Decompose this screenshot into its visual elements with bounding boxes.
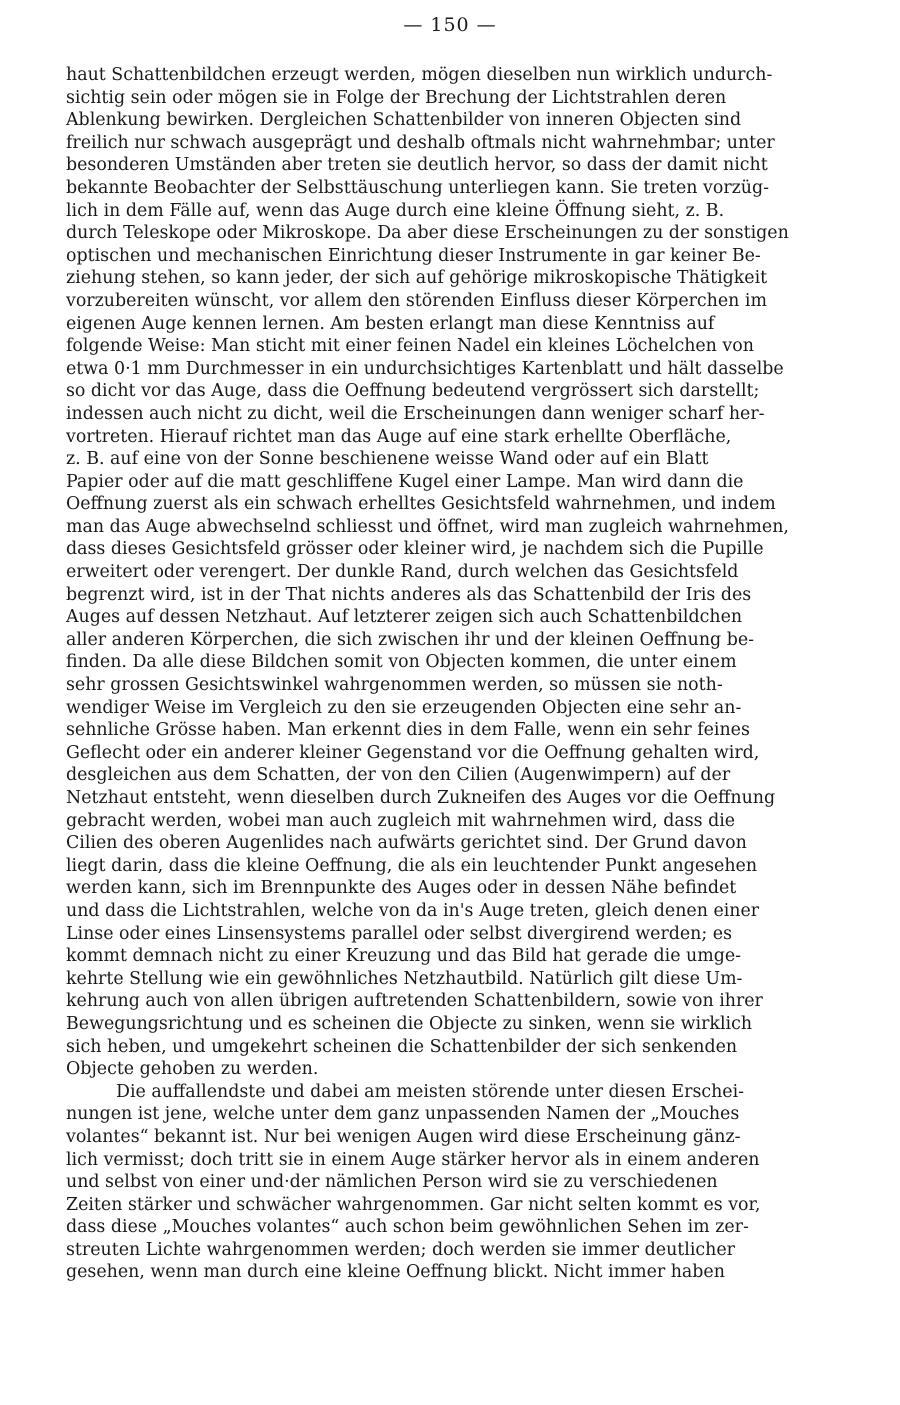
text-line: so dicht vor das Auge, dass die Oeffnung bedeutend vergrössert sich darstellt;	[66, 381, 760, 402]
text-line: Auges auf dessen Netzhaut. Auf letzterer zeigen sich auch Schattenbildchen	[66, 607, 743, 628]
text-line: und selbst von einer und·der nämlichen Person wird sie zu verschiedenen	[66, 1172, 718, 1193]
text-line: und dass die Lichtstrahlen, welche von da in's Auge treten, gleich denen einer	[66, 900, 760, 921]
text-line: wendiger Weise im Vergleich zu den sie erzeugenden Objecten eine sehr an-	[66, 697, 742, 718]
text-line: freilich nur schwach ausgeprägt und deshalb oftmals nicht wahrnehmbar; unter	[66, 132, 775, 153]
text-line: indessen auch nicht zu dicht, weil die Erscheinungen dann weniger scharf her-	[66, 403, 765, 424]
text-line: sichtig sein oder mögen sie in Folge der Brechung der Lichtstrahlen deren	[66, 87, 727, 108]
text-line: dass dieses Gesichtsfeld grösser oder kleiner wird, je nachdem sich die Pupille	[66, 539, 764, 560]
text-line: streuten Lichte wahrgenommen werden; doch werden sie immer deutlicher	[66, 1239, 735, 1260]
text-line: begrenzt wird, ist in der That nichts anderes als das Schattenbild der Iris des	[66, 584, 752, 605]
text-line: sehnliche Grösse haben. Man erkennt dies in dem Falle, wenn ein sehr feines	[66, 720, 750, 741]
text-line: ziehung stehen, so kann jeder, der sich auf gehörige mikroskopische Thätigkeit	[66, 268, 768, 289]
text-line: kehrte Stellung wie ein gewöhnliches Netzhautbild. Natürlich gilt diese Um-	[66, 968, 743, 989]
text-line: man das Auge abwechselnd schliesst und öffnet, wird man zugleich wahrnehmen,	[66, 516, 789, 537]
text-line: Die auffallendste und dabei am meisten störende unter diesen Erschei-	[116, 1081, 745, 1102]
text-line: gebracht werden, wobei man auch zugleich mit wahrnehmen wird, dass die	[66, 810, 736, 831]
text-line: Cilien des oberen Augenlides nach aufwärts gerichtet sind. Der Grund davon	[66, 833, 747, 854]
text-line: Bewegungsrichtung und es scheinen die Objecte zu sinken, wenn sie wirklich	[66, 1013, 753, 1034]
text-line: bekannte Beobachter der Selbsttäuschung unterliegen kann. Sie treten vorzüg-	[66, 177, 770, 198]
text-line: Ablenkung bewirken. Dergleichen Schattenbilder von inneren Objecten sind	[66, 110, 742, 131]
text-line: liegt darin, dass die kleine Oeffnung, die als ein leuchtender Punkt angesehen	[66, 855, 758, 876]
body-text	[66, 64, 822, 1284]
text-line: etwa 0·1 mm Durchmesser in ein undurchsichtiges Kartenblatt und hält dasselbe	[66, 358, 784, 379]
text-line: gesehen, wenn man durch eine kleine Oeffnung blickt. Nicht immer haben	[66, 1262, 725, 1283]
text-line: erweitert oder verengert. Der dunkle Rand, durch welchen das Gesichtsfeld	[66, 562, 739, 583]
text-line: Linse oder eines Linsensystems parallel oder selbst divergirend werden; es	[66, 923, 732, 944]
text-line: Oeffnung zuerst als ein schwach erhelltes Gesichtsfeld wahrnehmen, und indem	[66, 494, 776, 515]
text-line: vortreten. Hierauf richtet man das Auge auf eine stark erhellte Oberfläche,	[66, 426, 732, 447]
text-line: Geflecht oder ein anderer kleiner Gegenstand vor die Oeffnung gehalten wird,	[66, 742, 760, 763]
text-line: lich vermisst; doch tritt sie in einem Auge stärker hervor als in einem anderen	[66, 1149, 760, 1170]
text-line: vorzubereiten wünscht, vor allem den störenden Einfluss dieser Körperchen im	[66, 290, 767, 311]
text-line: desgleichen aus dem Schatten, der von den Cilien (Augenwimpern) auf der	[66, 765, 731, 786]
text-line: nungen ist jene, welche unter dem ganz unpassenden Namen der „Mouches	[66, 1104, 740, 1125]
text-line: kommt demnach nicht zu einer Kreuzung und das Bild hat gerade die umge-	[66, 946, 741, 967]
text-line: sich heben, und umgekehrt scheinen die Schattenbilder der sich senkenden	[66, 1036, 738, 1057]
text-line: z. B. auf eine von der Sonne beschienene weisse Wand oder auf ein Blatt	[66, 449, 709, 470]
text-line: kehrung auch von allen übrigen auftretenden Schattenbildern, sowie von ihrer	[66, 991, 763, 1012]
text-line: Zeiten stärker und schwächer wahrgenommen. Gar nicht selten kommt es vor,	[66, 1194, 761, 1215]
text-line: finden. Da alle diese Bildchen somit von Objecten kommen, die unter einem	[66, 652, 737, 673]
text-line: optischen und mechanischen Einrichtung dieser Instrumente in gar keiner Be-	[66, 245, 761, 266]
text-line: sehr grossen Gesichtswinkel wahrgenommen werden, so müssen sie noth-	[66, 675, 723, 696]
text-line: besonderen Umständen aber treten sie deutlich hervor, so dass der damit nicht	[66, 155, 768, 176]
text-line: Objecte gehoben zu werden.	[66, 1059, 319, 1080]
text-line: werden kann, sich im Brennpunkte des Auges oder in dessen Nähe befindet	[66, 878, 737, 899]
text-line: eigenen Auge kennen lernen. Am besten erlangt man diese Kenntniss auf	[66, 313, 715, 334]
text-line: Papier oder auf die matt geschliffene Kugel einer Lampe. Man wird dann die	[66, 471, 744, 492]
text-line: folgende Weise: Man sticht mit einer feinen Nadel ein kleines Löchelchen von	[66, 336, 754, 357]
text-line: aller anderen Körperchen, die sich zwischen ihr und der kleinen Oeffnung be-	[66, 629, 755, 650]
text-line: durch Teleskope oder Mikroskope. Da aber diese Erscheinungen zu der sonstigen	[66, 223, 789, 244]
page-number: — 150 —	[403, 14, 497, 36]
text-line: haut Schattenbildchen erzeugt werden, mögen dieselben nun wirklich undurch-	[66, 65, 773, 85]
text-line: dass diese „Mouches volantes“ auch schon beim gewöhnlichen Sehen im zer-	[66, 1217, 749, 1238]
text-line: volantes“ bekannt ist. Nur bei wenigen Augen wird diese Erscheinung gänz-	[66, 1126, 741, 1147]
text-line: lich in dem Fälle auf, wenn das Auge durch eine kleine Öffnung sieht, z. B.	[66, 200, 725, 221]
text-line: Netzhaut entsteht, wenn dieselben durch Zukneifen des Auges vor die Oeffnung	[66, 788, 776, 808]
